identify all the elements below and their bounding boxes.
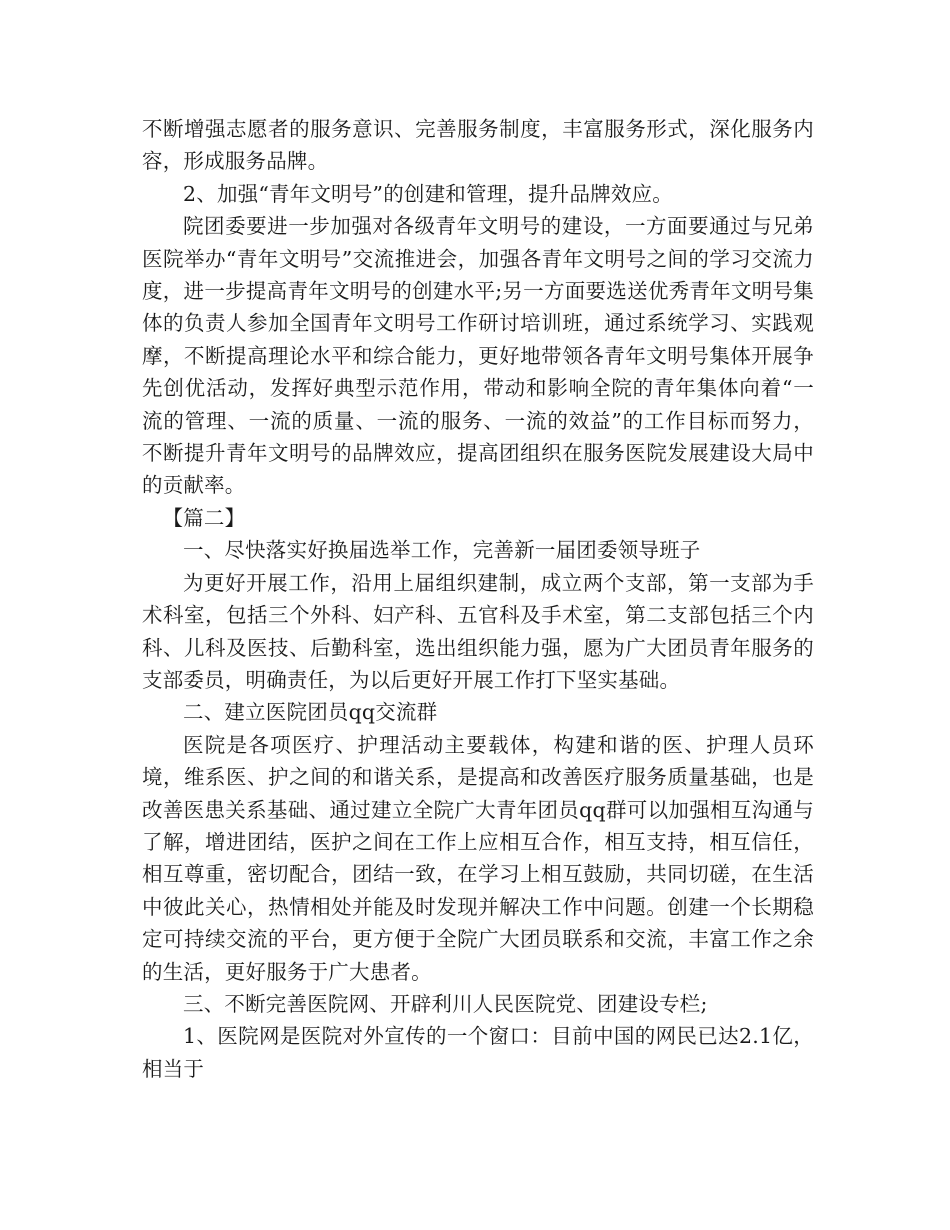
document-page (142, 113, 814, 1085)
paragraph-youth-civilization-detail: 院团委要进一步加强对各级青年文明号的建设，一方面要通过与兄弟医院举办“青年文明号”交流推进会，加强各青年文明号之间的学习交流力度，进一步提高青年文明号的创建水平;另一方面要选送优秀青年文明号集体的负责人参加全国青年文明号工作研讨培训班，通过系统学习、实践观摩，不断提高理论水平和综合能力，更好地带领各青年文明号集体开展争先创优活动，发挥好典型示范作用，带动和影响全院的青年集体向着“一流的管理、一流的质量、一流的服务、一流的效益”的工作目标而努力，不断提升青年文明号的品牌效应，提高团组织在服务医院发展建设大局中的贡献率。 (142, 214, 814, 498)
heading-qq-group: 二、建立医院团员qq交流群 (183, 700, 438, 725)
section-title-part-two: 【篇二】 (162, 505, 246, 530)
paragraph-service-brand: 不断增强志愿者的服务意识、完善服务制度，丰富服务形式，深化服务内容，形成服务品牌。 (142, 117, 814, 174)
paragraph-hospital-website-detail: 1、医院网是医院对外宣传的一个窗口：目前中国的网民已达2.1亿，相当于 (142, 1024, 814, 1081)
heading-youth-civilization-brand: 2、加强“青年文明号”的创建和管理，提升品牌效应。 (183, 181, 674, 206)
paragraph-qq-group-detail: 医院是各项医疗、护理活动主要载体，构建和谐的医、护理人员环境，维系医、护之间的和谐关系，是提高和改善医疗服务质量基础，也是改善医患关系基础、通过建立全院广大青年团员qq群可以加强相互沟通与了解，增进团结，医护之间在工作上应相互合作，相互支持，相互信任，相互尊重，密切配合，团结一致，在学习上相互鼓励，共同切磋，在生活中彼此关心，热情相处并能及时发现并解决工作中问题。创建一个长期稳定可持续交流的平台，更方便于全院广大团员联系和交流，丰富工作之余的生活，更好服务于广大患者。 (142, 732, 814, 984)
paragraph-branch-organization: 为更好开展工作，沿用上届组织建制，成立两个支部，第一支部为手术科室，包括三个外科、妇产科、五官科及手术室，第二支部包括三个内科、儿科及医技、后勤科室，选出组织能力强，愿为广大团员青年服务的支部委员，明确责任，为以后更好开展工作打下坚实基础。 (142, 570, 814, 692)
heading-election-work: 一、尽快落实好换届选举工作，完善新一届团委领导班子 (183, 538, 701, 563)
heading-hospital-website: 三、不断完善医院网、开辟利川人民医院党、团建设专栏; (183, 991, 708, 1016)
